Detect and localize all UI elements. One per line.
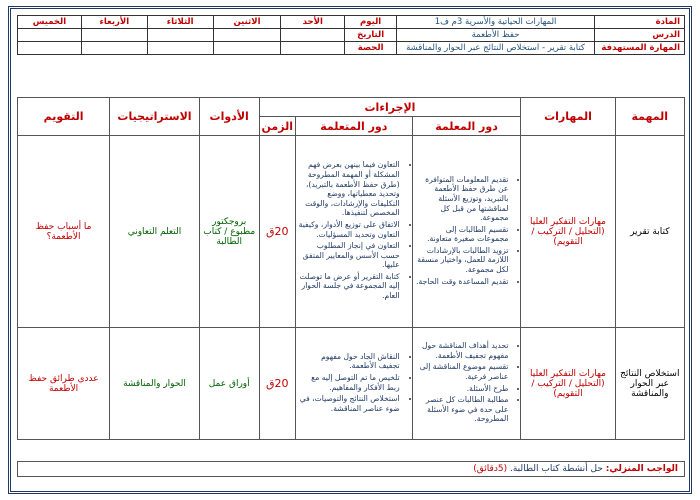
- evaluation-cell: ما أسباب حفظ الأطعمة؟: [18, 136, 110, 328]
- evaluation-header: التقويم: [18, 98, 110, 136]
- homework-text: حل أنشطة كتاب الطالبة.: [509, 464, 603, 474]
- table-row: [18, 136, 685, 328]
- tools-cell: بروجكتور مطبوع / كتاب الطالبة: [199, 136, 259, 328]
- time-header: الزمن: [259, 117, 295, 136]
- homework-bar: [17, 461, 685, 477]
- lesson-plan-frame: [8, 6, 692, 494]
- list-item: • مطالبة الطالبات كل عنصر على حدة في ضوء الأسئلة المطروحة.: [415, 395, 509, 424]
- list-item: • تحديد أهداف المناقشة حول مفهوم تجفيف الأطعمة.: [415, 341, 509, 360]
- list-item: • النقاش الجاد حول مفهوم تجفيف الأطعمة.: [298, 352, 400, 371]
- subject-label: المادة: [595, 16, 685, 29]
- list-item: • طرح الأسئلة.: [415, 384, 509, 394]
- day-thursday: الخميس: [18, 16, 82, 29]
- target-skill-row: [18, 42, 685, 55]
- target-skill-label: المهارة المستهدفة: [595, 42, 685, 55]
- time-cell: 20ق: [259, 328, 295, 440]
- list-item: • استخلاص النتائج والتوصيات، في ضوء عناصر المناقشة.: [298, 394, 400, 413]
- list-item: • تلخيص ما تم التوصل إليه مع ربط الأفكار والمفاهيم.: [298, 373, 400, 392]
- day-tuesday: الثلاثاء: [147, 16, 213, 29]
- homework-label: الواجب المنزلي:: [605, 464, 678, 474]
- strategy-cell: التعلم التعاوني: [110, 136, 200, 328]
- tools-header: الأدوات: [199, 98, 259, 136]
- homework-minutes: (5دقائق): [473, 464, 508, 474]
- subject-row: [18, 16, 685, 29]
- table-row: [18, 328, 685, 440]
- period-label: الحصة: [345, 42, 397, 55]
- tools-cell: أوراق عمل: [199, 328, 259, 440]
- day-monday: الاثنين: [213, 16, 281, 29]
- list-item: • التعاون في إنجاز المطلوب حسب الأسس والمعايير المتفق عليها.: [298, 241, 400, 270]
- skills-header: المهارات: [521, 98, 615, 136]
- day-label: اليوم: [345, 16, 397, 29]
- info-table: [17, 15, 685, 55]
- list-item: • الاتفاق على توزيع الأدوار، وكيفية التعاون وتحديد المسؤليات.: [298, 220, 400, 239]
- student-role-cell: [295, 328, 412, 440]
- list-item: • تقسيم الطالبات إلى مجموعات صغيرة متعاونة.: [415, 225, 509, 244]
- strategy-cell: الحوار والمناقشة: [110, 328, 200, 440]
- target-skill-value: كتابة تقرير - استخلاص النتائج عبر الحوار والمناقشة: [397, 42, 595, 55]
- strategies-header: الاستراتيجيات: [110, 98, 200, 136]
- list-item: • تقديم المعلومات المتوافرة عن طرق حفظ الأطعمة بالتبريد، وتوزيع الأسئلة لمناقشتها من قبل كل مجموعة.: [415, 175, 509, 223]
- list-item: • التعاون فيما بينهن بعرض فهم المشكلة أو المهمة المطروحة (طرق حفظ الأطعمة بالتبريد)، وتحديد معطياتها، ووضع التكليفات والإرشادات، والوقت المخصص لتنفيذها.: [298, 160, 400, 218]
- teacher-role-cell: [412, 328, 521, 440]
- procedures-table: [17, 97, 685, 440]
- task-header: المهمة: [615, 98, 684, 136]
- task-cell: كتابة تقرير: [615, 136, 684, 328]
- teacher-role-header: دور المعلمة: [412, 117, 521, 136]
- lesson-label: الدرس: [595, 29, 685, 42]
- day-sunday: الأحد: [281, 16, 345, 29]
- skills-cell: مهارات التفكير العليا (التحليل / التركيب / التقويم): [521, 136, 615, 328]
- student-role-header: دور المتعلمة: [295, 117, 412, 136]
- list-item: • تقسيم موضوع المناقشة إلى عناصر فرعية.: [415, 362, 509, 381]
- lesson-row: [18, 29, 685, 42]
- list-item: • تقديم المساعدة وقت الحاجة.: [415, 277, 509, 287]
- date-label: التاريخ: [345, 29, 397, 42]
- skills-cell: مهارات التفكير العليا (التحليل / التركيب / التقويم): [521, 328, 615, 440]
- evaluation-cell: عددي طرائق حفظ الأطعمة: [18, 328, 110, 440]
- time-cell: 20ق: [259, 136, 295, 328]
- subject-value: المهارات الحياتية والأسرية 3م ف1: [397, 16, 595, 29]
- list-item: • تزويد الطالبات بالإرشادات اللازمة للعمل، واختيار منسقة لكل مجموعة.: [415, 246, 509, 275]
- list-item: • كتابة التقرير أو عرض ما توصلت إليه المجموعة في جلسة الحوار العام.: [298, 272, 400, 301]
- day-wednesday: الأربعاء: [81, 16, 147, 29]
- teacher-role-cell: [412, 136, 521, 328]
- student-role-cell: [295, 136, 412, 328]
- procedures-header: الإجراءات: [259, 98, 521, 117]
- task-cell: استخلاص النتائج عبر الحوار والمناقشة: [615, 328, 684, 440]
- lesson-value: حفظ الأطعمة: [397, 29, 595, 42]
